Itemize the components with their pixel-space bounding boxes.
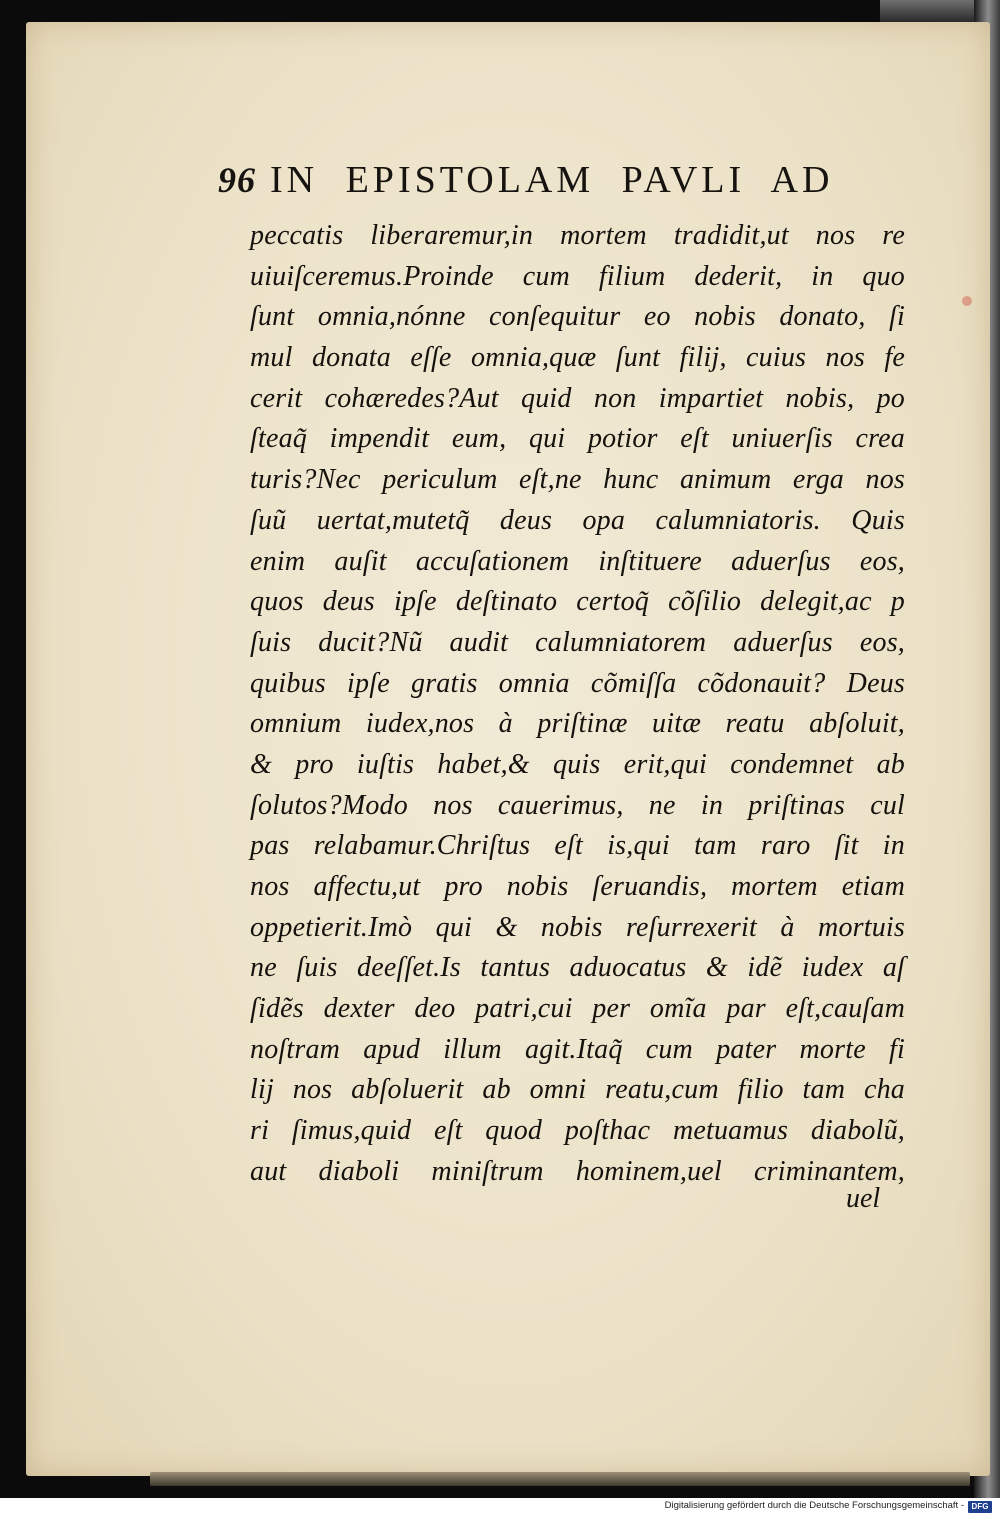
text-line: mul donata eſſe omnia,quæ ſunt filij, cuius nos fe — [250, 342, 905, 374]
text-line: ſteaq̃ impendit eum, qui potior eſt uniuerſis crea — [250, 423, 905, 455]
running-head — [218, 158, 898, 202]
text-line: & pro iuſtis habet,& quis erit,qui condemnet ab — [250, 748, 905, 780]
text-line: pas relabamur.Chriſtus eſt is,qui tam raro ſit in — [250, 830, 905, 862]
digitization-credit: Digitalisierung gefördert durch die Deutsche Forschungsgemeinschaft - — [664, 1500, 964, 1511]
text-line: cerit cohæredes?Aut quid non impartiet nobis, po — [250, 382, 905, 414]
text-line: aut diaboli miniſtrum hominem,uel criminantem, — [250, 1155, 905, 1187]
text-line: oppetierit.Imò qui & nobis reſurrexerit à mortuis — [250, 911, 905, 943]
text-line: lij nos abſoluerit ab omni reatu,cum filio tam cha — [250, 1074, 905, 1106]
dfg-logo: DFG — [968, 1501, 992, 1513]
book-edge-bottom — [150, 1472, 970, 1486]
catchword: uel — [846, 1183, 881, 1214]
text-line: peccatis liberaremur,in mortem tradidit,ut nos re — [250, 220, 905, 251]
text-line: ne ſuis deeſſet.Is tantus aduocatus & idẽ iudex aſ — [250, 952, 905, 984]
text-line: ſunt omnia,nónne conſequitur eo nobis donato, ſi — [250, 301, 905, 333]
body-text — [250, 216, 905, 1193]
text-line: quos deus ipſe deſtinato certoq̃ cõſilio delegit,ac p — [250, 586, 905, 618]
stain-spot — [962, 296, 972, 306]
page-number: 96 — [218, 160, 256, 200]
text-line: ſolutos?Modo nos cauerimus, ne in priſtinas cul — [250, 789, 905, 821]
text-line: ſuis ducit?Nũ audit calumniatorem aduerſus eos, — [250, 626, 905, 658]
text-line: ſuũ uertat,mutetq̃ deus opa calumniatoris. Quis — [250, 504, 905, 536]
text-line: uiuiſceremus.Proinde cum filium dederit, in quo — [250, 260, 905, 292]
text-line: ri ſimus,quid eſt quod poſthac metuamus diabolũ, — [250, 1115, 905, 1147]
book-edge-top — [880, 0, 974, 22]
text-line: omnium iudex,nos à priſtinæ uitæ reatu abſoluit, — [250, 708, 905, 740]
text-line: nos affectu,ut pro nobis ſeruandis, mortem etiam — [250, 871, 905, 902]
text-line: quibus ipſe gratis omnia cõmiſſa cõdonauit? Deus — [250, 667, 905, 699]
text-line: enim auſit accuſationem inſtituere aduerſus eos, — [250, 545, 905, 577]
text-line: ſidẽs dexter deo patri,cui per omĩa par eſt,cauſam — [250, 993, 905, 1025]
running-head-title: IN EPISTOLAM PAVLI AD — [270, 159, 834, 201]
text-line: turis?Nec periculum eſt,ne hunc animum erga nos — [250, 464, 905, 496]
text-line: noſtram apud illum agit.Itaq̃ cum pater morte fi — [250, 1033, 905, 1065]
